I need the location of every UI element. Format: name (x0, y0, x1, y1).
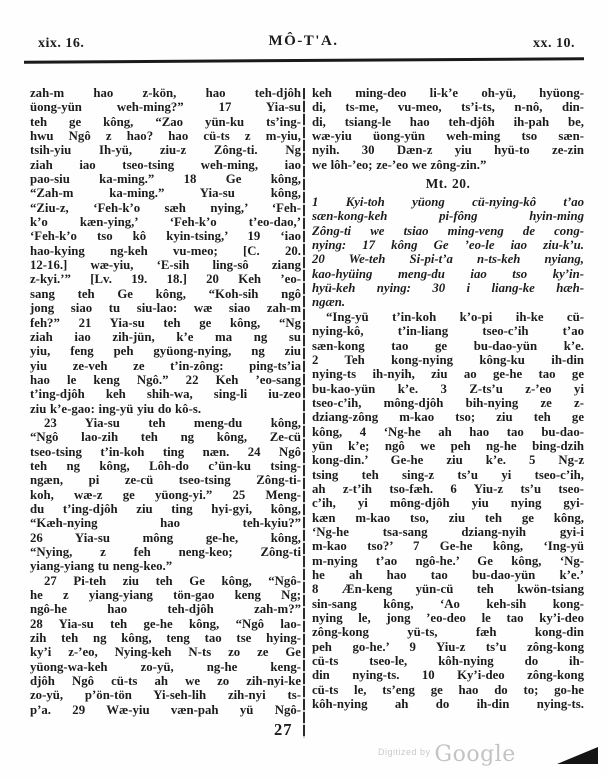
text-line: kæn m-kao tso, ziu teh ge kông, (312, 510, 584, 525)
text-line: p’a. 29 Wæ-yiu væn-pah yü Ngô- (30, 702, 301, 717)
text-line: kông, 4 ‘Ng-he ah hao tao bu-dao- (312, 424, 584, 439)
left-column (30, 86, 301, 717)
text-line: tsih-yiu Ih-yü, ziu-z Zông-ti. Ng (30, 143, 301, 158)
header-verse-ref-right: xx. 10. (533, 36, 575, 51)
text-line: c’ih, yi mông-djôh yiu nying gyi- (312, 496, 584, 511)
text-line: hyü-keh nying: 30 i liang-ke hæh- (312, 281, 584, 296)
text-line: 28 Yia-su teh ge-he kông, “Ngô lao- (30, 616, 301, 631)
text-line: nying-kô, t’in-liang tseo-c’ih t’ao (312, 324, 584, 339)
text-line: hao-kying ng-keh vu-meo; [C. 20. (30, 243, 301, 258)
text-line: ngæn, pi ze-cü tseo-tsing Zông-ti- (30, 473, 301, 488)
text-line: k’o kæn-ying,’ ‘Feh-k’o t’eo-dao,’ (30, 215, 301, 230)
text-line: djôh Ngô cü-ts ah we zo zih-nyi-ke (30, 674, 301, 689)
text-line: “Kæh-nying hao teh-kyiu?” (30, 516, 301, 531)
text-line: tseo-c’ih, mông-djôh bih-nying ze z- (312, 395, 584, 410)
text-line: peh go-he.’ 9 Yiu-z ts’u zông-kong (312, 639, 584, 654)
text-line: “Ziu-z, ‘Feh-k’o sæh nying,’ ‘Feh- (30, 200, 301, 215)
text-line: he z yiang-yiang tön-gao keng Ng; (30, 588, 301, 603)
text-line: 1 Kyi-toh yüong cü-nying-kô t’ao (312, 195, 584, 210)
text-line: 23 Yia-su teh meng-du kông, (44, 415, 301, 430)
text-line: tsing teh sing-z ts’u yi tseo-c’ih, (312, 467, 584, 482)
chapter-heading: Mt. 20. (425, 176, 471, 192)
header-verse-ref-left: xix. 16. (38, 36, 85, 51)
text-line: jong siao tu siu-lao: wæ siao zah-m (30, 301, 301, 316)
text-line: sæn-kong-keh pi-fông hyin-ming (312, 209, 584, 224)
text-line: bu-kao-yün k’e. 3 Z-ts’u z-’eo yi (312, 381, 584, 396)
chapter-summary-block (312, 195, 584, 310)
text-line: kao-hyüing meng-du iao tso ky’in- (312, 266, 584, 281)
text-line: sin-sang kông, ‘Ao keh-sih kong- (312, 596, 584, 611)
text-line: du t’ing-djôh ziu ting hyi-gyi, kông, (30, 501, 301, 516)
text-block (312, 86, 584, 172)
text-line: t’ing-djôh keh shih-wa, sing-li iu-zeo (30, 387, 301, 402)
text-line: teh ge kông, “Zao yün-ku ts’ing- (30, 114, 301, 129)
text-line: kong-din.’ Ge-he ziu k’e. 5 Ng-z (312, 453, 584, 468)
text-line: teh ng kông, Lôh-do c’ün-ku tsing- (30, 458, 301, 473)
text-line: 27 Pi-teh ziu teh Ge kông, “Ngô- (44, 573, 301, 588)
text-line: yün k’e; ngô we peh ng-he bing-dzih (312, 438, 584, 453)
text-line: yiu, feng peh gyüong-nying, ng ziu (30, 344, 301, 359)
text-line: yiu ze-veh ze t’in-zông: ping-ts’ia (30, 358, 301, 373)
text-line: ngæn. (312, 295, 346, 310)
text-line: ngô-he hao teh-djôh zah-m?” (30, 602, 301, 617)
text-line: hwu Ngô z hao? hao cü-ts z m-yiu, (30, 129, 301, 144)
text-line: kôh-nying ah do ih-din nying-ts. (312, 697, 584, 712)
text-line: “Ing-yü t’in-koh k’o-pi ih-ke cü- (326, 309, 584, 324)
text-line: sang teh Ge kông, “Koh-sih ngô (30, 286, 301, 301)
text-line: zah-m hao z-kön, hao teh-djôh (30, 86, 301, 100)
text-line: “Nying, z feh neng-keo; Zông-ti (30, 545, 301, 559)
text-line: “Zah-m ka-ming.” Yia-su kông, (30, 186, 301, 201)
text-line: tseo-tsing t’in-koh ting næn. 24 Ngô (30, 444, 301, 459)
header-rule (24, 57, 584, 63)
text-line: keh ming-deo li-k’e oh-yü, hyüong- (312, 86, 584, 100)
text-line: ‘Ng-he tsa-sang dziang-nyih gyi-i (312, 524, 584, 539)
text-line: yüong-wa-keh zo-yü, ng-he keng- (30, 659, 301, 674)
text-line: we lôh-’eo; ze-’eo we zông-zin.” (312, 157, 487, 172)
text-block (312, 310, 584, 712)
scan-artifact-triangle (557, 747, 598, 764)
text-line: pao-siu ka-ming.” 18 Ge kông, (30, 172, 301, 187)
text-line: hao le keng Ngô.” 22 Keh ’eo-sang (30, 372, 301, 387)
text-line: nying-ts ih-nyih, ziu ao ge-he tao ge (312, 367, 584, 382)
text-line: din nying-ts. 10 Ky’i-deo zông-kong (312, 668, 584, 683)
right-column (312, 86, 584, 711)
column-divider (303, 88, 305, 738)
text-line: di, tsiang-le hao teh-djôh ih-pah be, (312, 114, 584, 129)
text-line: zông-kong yü-ts, fæh kong-din (312, 625, 584, 640)
text-line: dziang-zông m-kao tso; ziu teh ge (312, 410, 584, 425)
text-line: m-kao tso?’ 7 Ge-he kông, ‘Ing-yü (312, 539, 584, 554)
text-line: cü-ts le, ts’eng ge hao do to; go-he (312, 682, 584, 697)
text-block (30, 86, 301, 717)
text-line: ziu k’e-gao: ing-yü yiu do kô-s. (30, 401, 202, 416)
text-line: ‘Feh-k’o tso kô kyin-tsing,’ 19 ‘iao (30, 229, 301, 244)
text-line: ky’i z-’eo, Nying-keh N-ts zo ze Ge (30, 645, 301, 660)
text-line: 26 Yia-su mông ge-he, kông, (30, 530, 301, 545)
text-line: z-kyi.’” [Lv. 19. 18.] 20 Keh ’eo- (30, 272, 301, 287)
text-line: 20 We-teh Si-pi-t’a n-ts-keh nyiang, (312, 252, 584, 267)
text-line: 8 Æn-keng yün-cü teh kwön-tsiang (312, 582, 584, 597)
text-line: he ah hao tao bu-dao-yün k’e.’ (312, 568, 584, 582)
text-line: üong-yün weh-ming?” 17 Yia-su (30, 100, 301, 115)
text-line: zih teh ng kông, teng tao tse hying- (30, 631, 301, 646)
text-line: cü-ts tseo-le, kôh-nying do ih- (312, 654, 584, 669)
text-line: zo-yü, p’ön-tön Yi-seh-lih zih-nyi ts- (30, 688, 301, 703)
digitized-by-text: Digitized by (378, 747, 431, 757)
google-watermark (378, 742, 516, 767)
text-line: ah z-t’ih tso-fæh. 6 Yiu-z ts’u tseo- (312, 481, 584, 496)
text-line: “Ngô lao-zih teh ng kông, Ze-cü (30, 430, 301, 445)
text-line: Zông-ti we tsiao ming-veng de cong- (312, 223, 584, 238)
text-line: m-nying t’ao ngô-he.’ Ge kông, ‘Ng- (312, 553, 584, 568)
text-line: sæn-kong tao ge bu-dao-yün k’e. (312, 338, 584, 353)
text-line: ziah iao tseo-tsing weh-ming, iao (30, 157, 301, 172)
page-number: 27 (274, 720, 293, 739)
text-line: 12-16.] wæ-yiu, ‘E-sih ling-sô ziang (30, 258, 301, 273)
text-line: yiang-yiang tu neng-keo.” (30, 559, 173, 574)
text-line: koh, wæ-z ge yüong-yi.” 25 Meng- (30, 487, 301, 502)
text-line: di, ts-me, vu-meo, ts’i-ts, n-nô, din- (312, 100, 584, 115)
text-line: nying le, jong ’eo-deo le tao ky’i-deo (312, 611, 584, 626)
text-line: ziah iao zih-jün, k’e ma ng su (30, 329, 301, 344)
page-title: MÔ-T'A. (268, 33, 339, 49)
text-line: wæ-yiu üong-yün weh-ming tso sæn- (312, 129, 584, 144)
text-line: 2 Teh kong-nying kông-ku ih-din (312, 352, 584, 367)
text-line: nyih. 30 Dæn-z yiu hyü-to ze-zin (312, 143, 584, 158)
text-line: feh?” 21 Yia-su teh ge kông, “Ng (30, 315, 301, 330)
google-logo-text: Google (434, 742, 516, 767)
text-line: nying: 17 kông Ge ’eo-le iao ziu-k’u. (312, 238, 584, 253)
